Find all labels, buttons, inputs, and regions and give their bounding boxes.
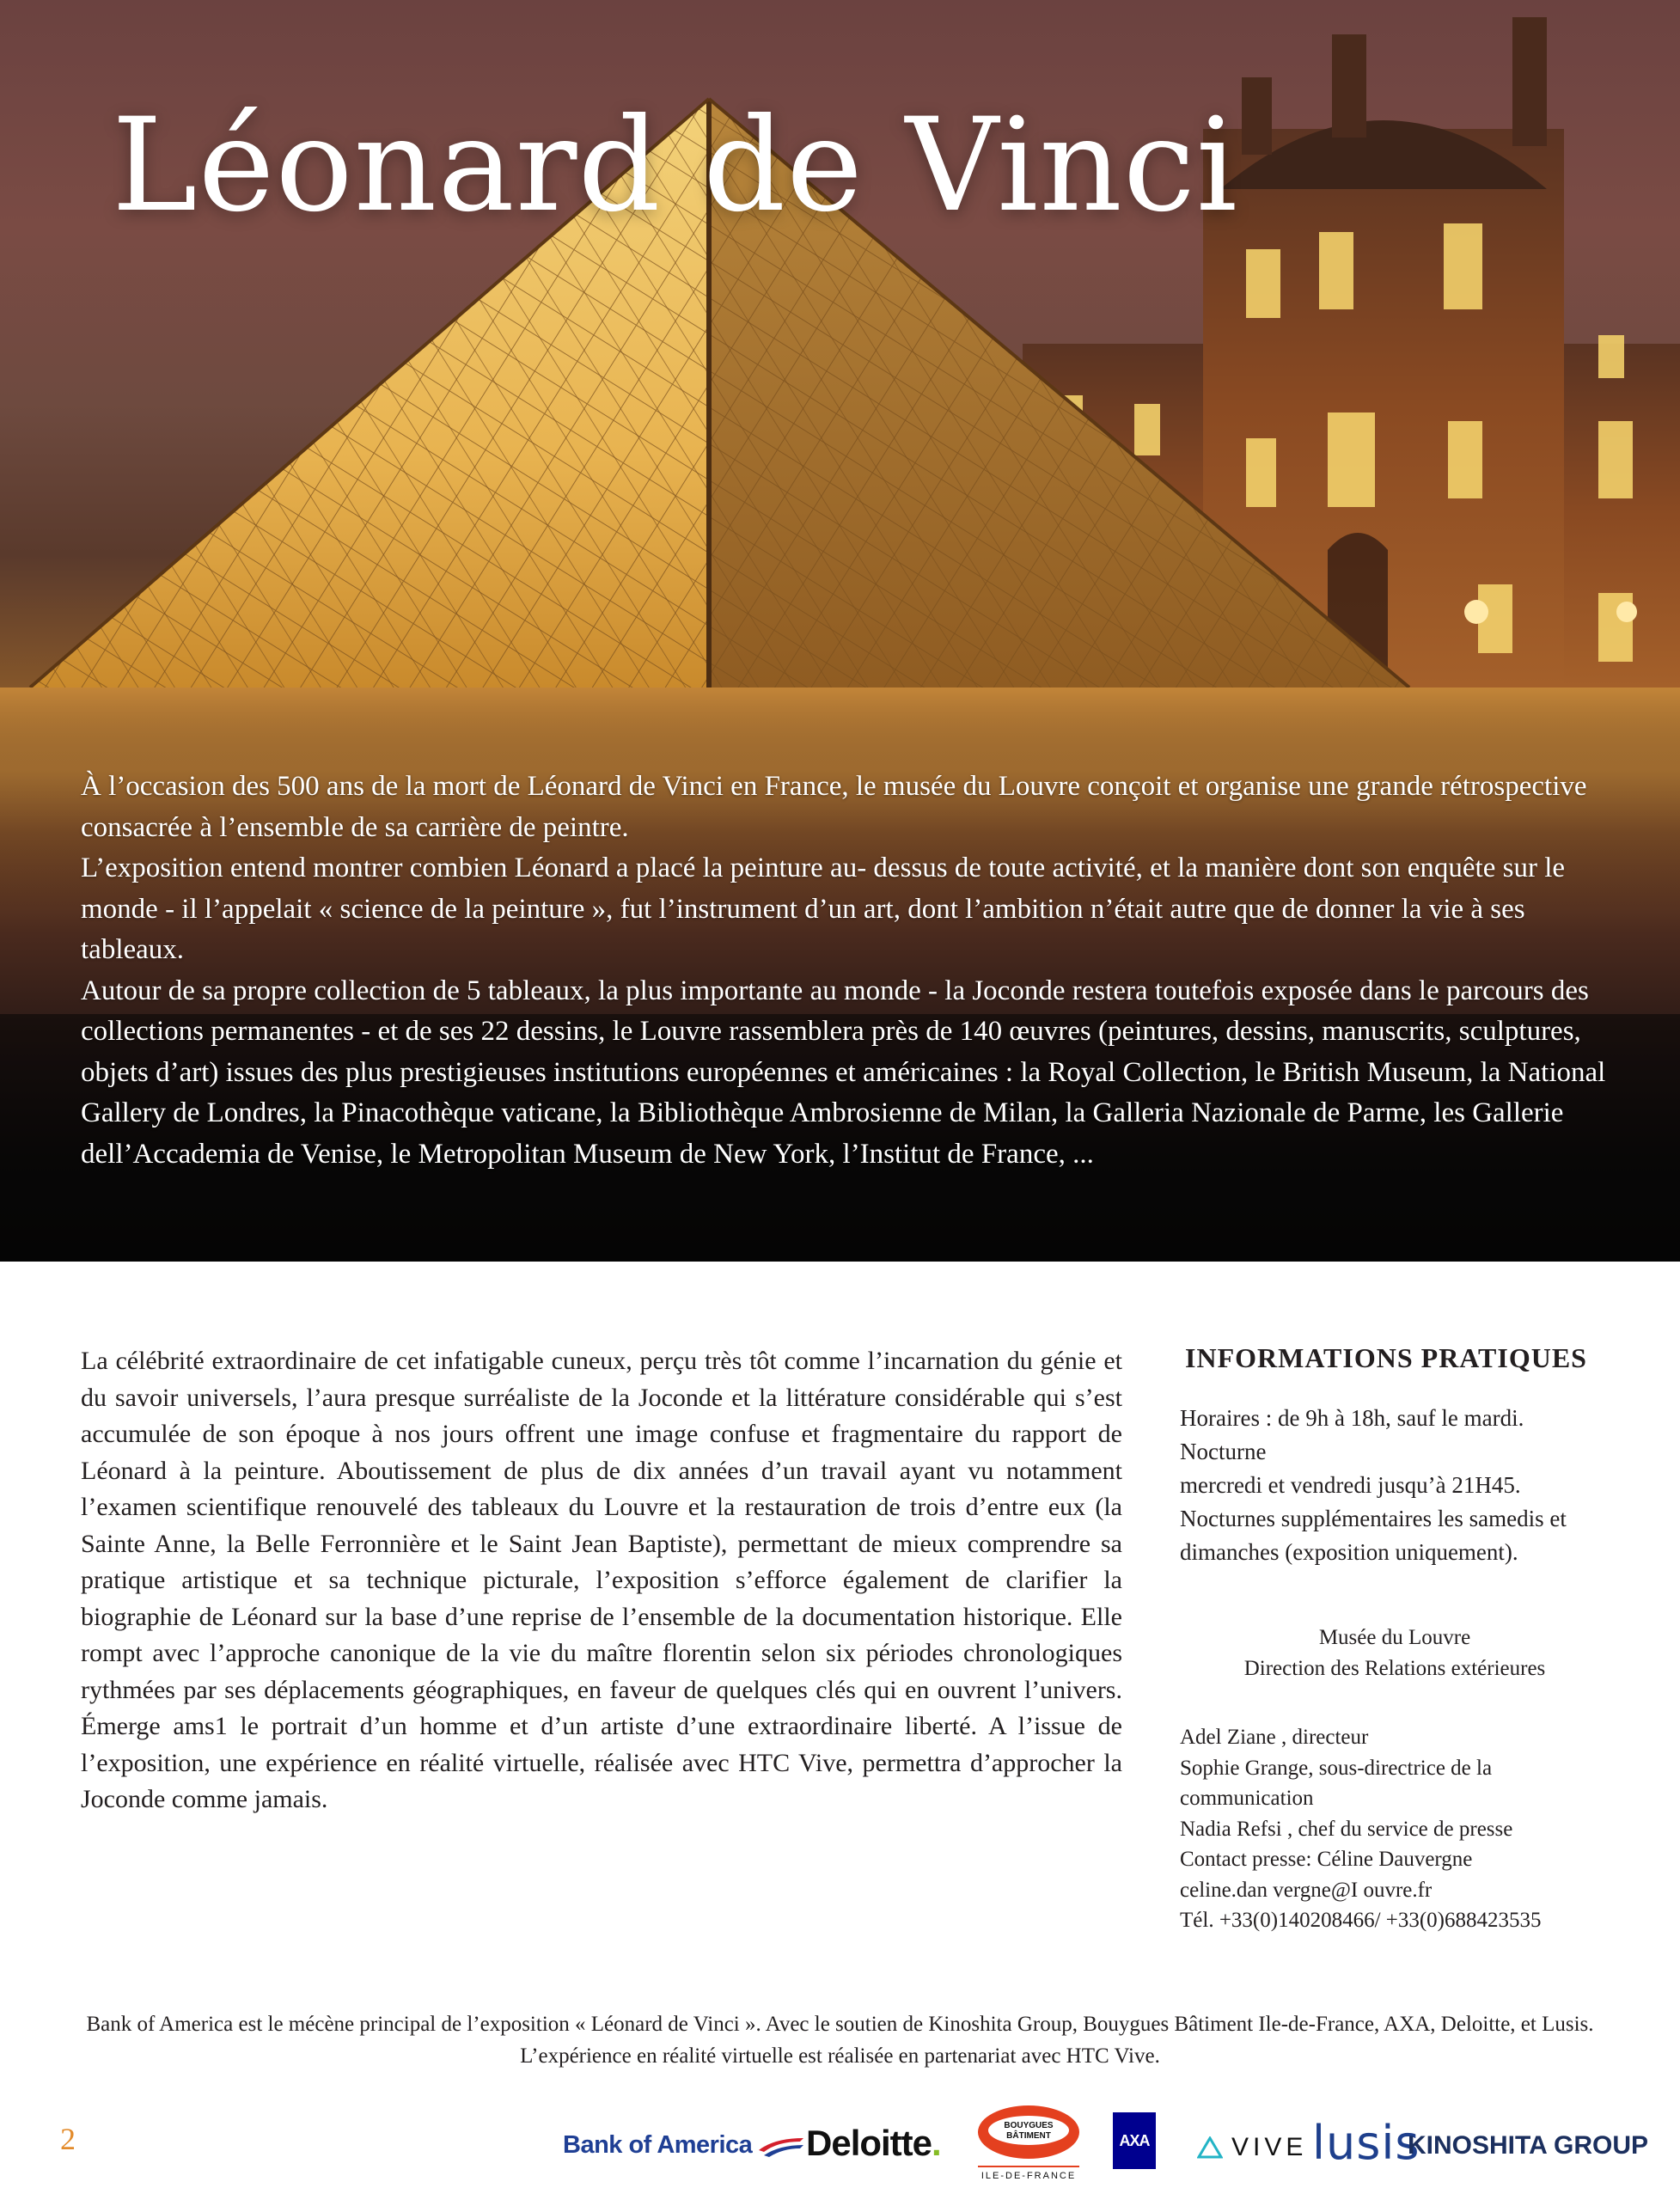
bouygues-subtitle: ILE-DE-FRANCE [978,2166,1079,2181]
hours-line: Nocturne [1180,1439,1267,1464]
deloitte-wordmark: Deloitte [806,2123,932,2163]
contact-email: celine.dan vergne@I ouvre.fr [1180,1878,1433,1902]
sponsor-statement: Bank of America est le mécène principal de l’exposition « Léonard de Vinci ». Avec le soutien de Kinoshita Group, Bouygues Bâtiment Ile-de-France, AXA, Deloitte, et Lusis. L’expérience en réalité virtuelle est réalisée en partenariat avec HTC Vive. [86,2013,1594,2068]
contact-list [1180,1722,1610,1936]
page-number: 2 [60,2122,76,2156]
contact-line: Adel Ziane , directeur [1180,1726,1369,1749]
contact-line: Contact presse: Céline Dauvergne [1180,1848,1473,1871]
bouygues-top-label: BOUYGUES [1004,2121,1054,2130]
hours-line: mercredi et vendredi jusqu’à 21H45. [1180,1472,1521,1498]
intro-text [81,767,1610,1175]
page-title: Léonard de Vinci [112,91,1238,241]
museum-name: Musée du Louvre [1318,1626,1471,1649]
contact-phone: Tél. +33(0)140208466/ +33(0)688423535 [1180,1909,1542,1932]
article-paragraph: La célébrité extraordinaire de cet infatigable cuneux, perçu très tôt comme l’incarnation du génie et du savoir universels, l’aura presque surréaliste de la Joconde et la littérature considérable qui s’est accumulée de son époque à nos jours offrent une image confuse et fragmentaire du rapport de Léonard à la peinture. Aboutissement de plus de dix années d’un travail ayant vu notamment l’examen scientifique renouvelé des tableaux du Louvre et la restauration de trois d’entre eux (la Sainte Anne, la Belle Ferronnière et le Saint Jean Baptiste), permettant de mieux comprendre sa pratique artistique et sa technique picturale, l’exposition s’efforce également de clarifier la biographie de Léonard sur la base d’une reprise de l’ensemble de la documentation historique. Elle rompt avec l’approche canonique de la vie du maître florentin selon six périodes chronologiques rythmées par ses déplacements géographiques, en faveur de quelques clés qui en ouvrent l’univers. Émerge ams1 le portrait d’un homme et d’un artiste d’une extraordinaire liberté. A l’issue de l’exposition, une expérience en réalité virtuelle, réalisée avec HTC Vive, permettra d’approcher la Joconde comme jamais. [81,1347,1122,1813]
contact-line: Nadia Refsi , chef du service de presse [1180,1817,1513,1841]
main-article [81,1343,1122,1818]
deloitte-logo [806,2123,941,2164]
opening-hours [1180,1402,1610,1569]
hours-line: Nocturnes supplémentaires les samedis et dimanches (exposition uniquement). [1180,1506,1567,1565]
intro-paragraph-1: À l’occasion des 500 ans de la mort de Léonard de Vinci en France, le musée du Louvre conçoit et organise une grande rétrospective consacrée à l’ensemble de sa carrière de peintre. [81,771,1587,843]
bank-of-america-wordmark: Bank of America [563,2131,753,2159]
axa-logo: AXA [1113,2112,1156,2169]
bank-of-america-logo [563,2131,805,2160]
contact-line: Sophie Grange, sous-directrice de la communication [1180,1756,1493,1810]
intro-paragraph-2: L’exposition entend montrer combien Léonard a placé la peinture au- dessus de toute activité, et la manière dont son enquête sur le monde - il l’appelait « science de la peinture », fut l’instrument d’un art, dont l’ambition n’était autre que de donner la vie à ses tableaux. [81,852,1566,965]
intro-paragraph-3: Autour de sa propre collection de 5 tableaux, la plus importante au monde - la Joconde restera toutefois exposée dans le parcours des collections permanentes - et de ses 22 dessins, le Louvre rassemblera près de 140 œuvres (peintures, dessins, manuscrits, sculptures, objets d’art) issues des plus prestigieuses institutions européennes et américaines : la Royal Collection, le British Museum, la National Gallery de Londres, la Pinacothèque vaticane, la Bibliothèque Ambrosienne de Milan, la Galleria Nazionale de Parme, les Gallerie dell’Accademia de Venise, le Metropolitan Museum de New York, l’Institut de France, ... [81,975,1606,1170]
deloitte-green-dot: . [932,2123,941,2163]
vive-triangle-icon [1197,2136,1223,2159]
bouygues-batiment-logo [978,2105,1079,2188]
bank-of-america-flag-icon [757,2135,805,2157]
vive-wordmark: VIVE [1231,2133,1308,2161]
lusis-logo: lusis [1312,2116,1420,2170]
bouygues-oval [978,2105,1079,2159]
htc-vive-logo [1197,2133,1307,2162]
hours-line: Horaires : de 9h à 18h, sauf le mardi. [1180,1405,1524,1431]
department-name: Direction des Relations extérieures [1243,1657,1546,1680]
bouygues-mid-label: BÂTIMENT [1006,2131,1051,2141]
practical-info-panel [1180,1342,1610,1936]
practical-info-heading: INFORMATIONS PRATIQUES [1185,1342,1587,1373]
kinoshita-group-logo: KINOSHITA GROUP [1408,2131,1649,2160]
museum-block [1180,1622,1610,1684]
